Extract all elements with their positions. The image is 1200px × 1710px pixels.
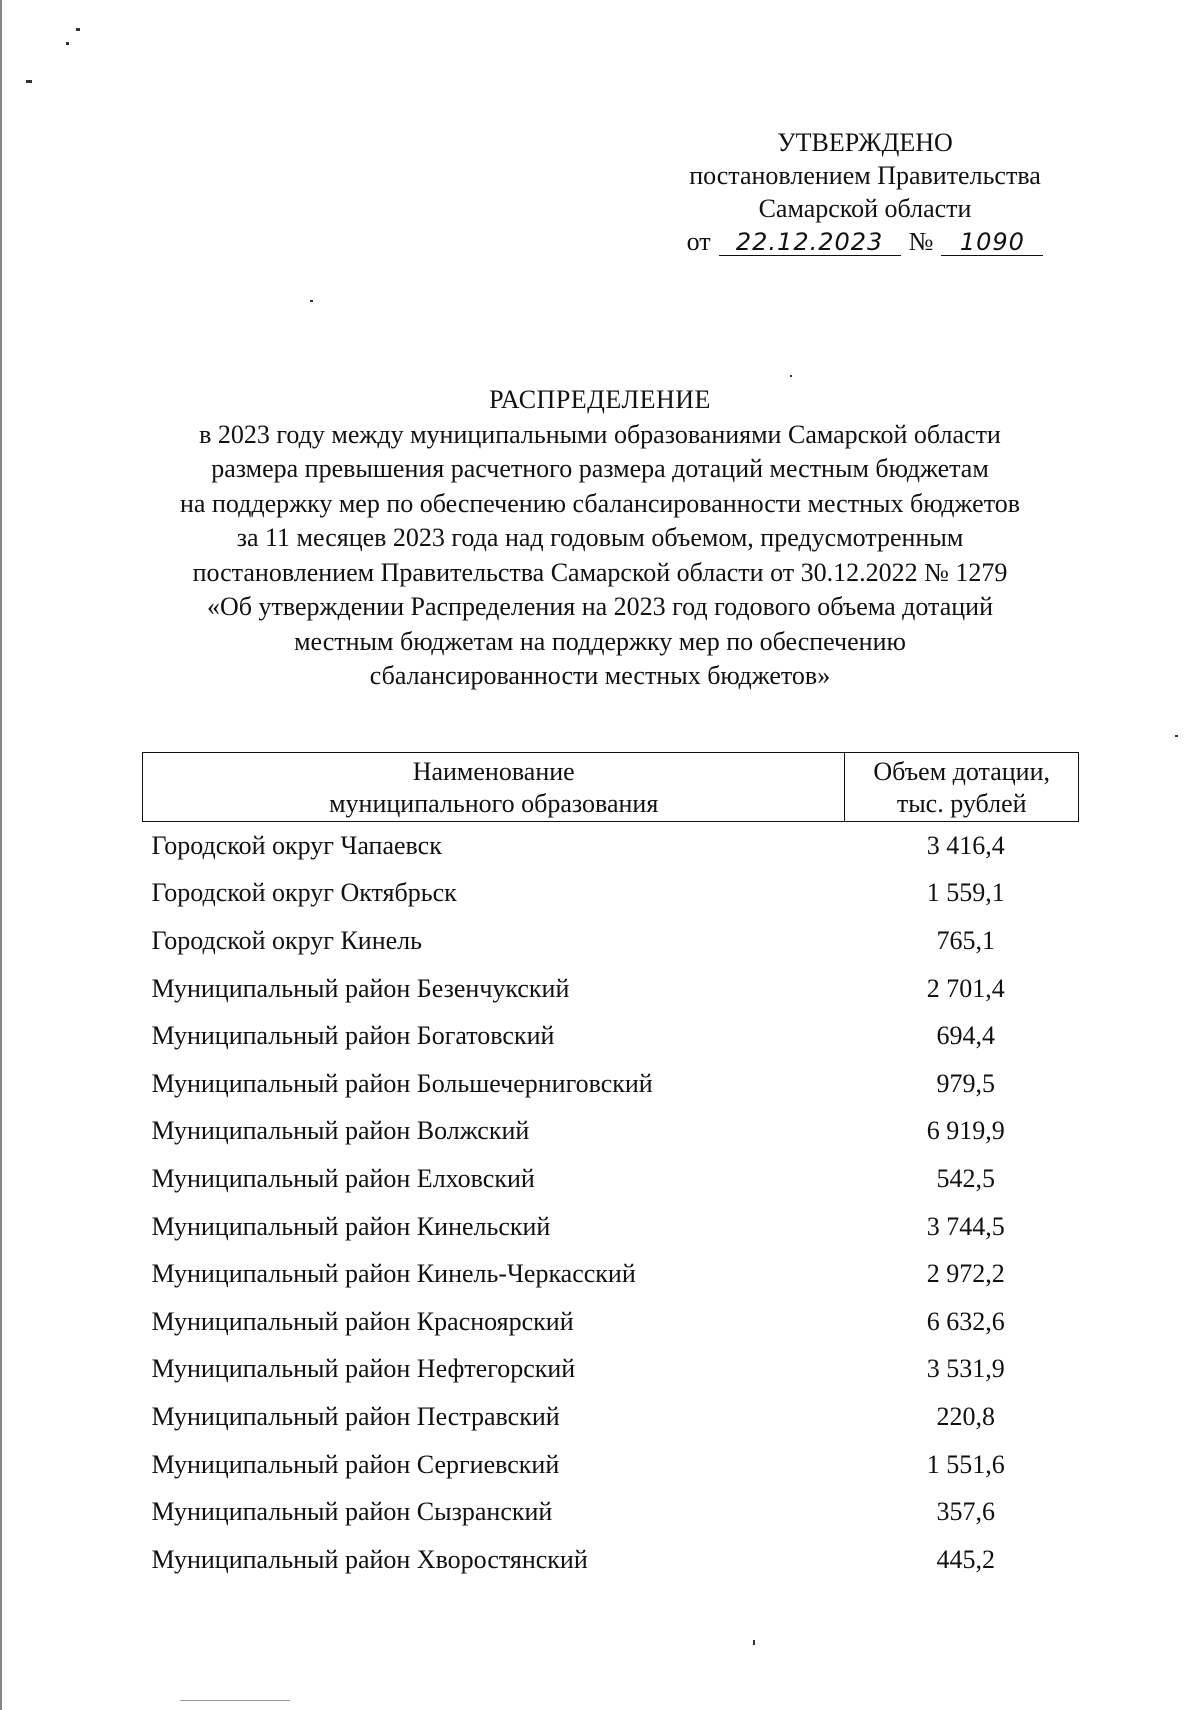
- heading-line: сбалансированности местных бюджетов»: [369, 661, 831, 690]
- subsidy-value: 1 559,1: [926, 878, 1005, 908]
- heading-line: «Об утверждении Распределения на 2023 год годового объема дотаций: [206, 592, 994, 621]
- approval-date-line: [650, 225, 1080, 258]
- header-volume: [845, 753, 1079, 822]
- subsidy-value: 357,6: [936, 1497, 995, 1527]
- subsidy-value: 694,4: [936, 1021, 995, 1051]
- table-row: [143, 1488, 1079, 1536]
- municipality-name: Муниципальный район Безенчукский: [151, 973, 570, 1003]
- municipality-name: Муниципальный район Сергиевский: [151, 1449, 560, 1479]
- document-heading: [130, 383, 1070, 694]
- heading-line: размера превышения расчетного размера дотаций местным бюджетам: [211, 454, 989, 483]
- subsidy-value: 1 551,6: [926, 1449, 1005, 1479]
- subsidy-value: 220,8: [936, 1401, 995, 1431]
- subsidy-value: 3 744,5: [926, 1211, 1005, 1241]
- municipality-name: Муниципальный район Хворостянский: [151, 1544, 588, 1574]
- subsidy-value: 2 972,2: [926, 1259, 1005, 1289]
- scan-edge-line: [0, 0, 2, 1710]
- approval-block: [650, 126, 1080, 258]
- municipality-name: Муниципальный район Сызранский: [151, 1497, 553, 1527]
- date-prefix: от: [686, 227, 711, 256]
- subsidy-value: 979,5: [936, 1068, 995, 1098]
- table-row: [143, 1250, 1079, 1298]
- header-text: Наименование: [412, 757, 575, 786]
- subsidy-value: 3 416,4: [926, 830, 1005, 860]
- municipality-name: Муниципальный район Нефтегорский: [151, 1354, 576, 1384]
- municipality-name: Городской округ Октябрьск: [151, 878, 457, 908]
- scan-speck: [790, 375, 792, 377]
- municipality-name: Муниципальный район Богатовский: [151, 1021, 555, 1051]
- heading-line: в 2023 году между муниципальными образованиями Самарской области: [199, 419, 1001, 449]
- table-row: [143, 965, 1079, 1013]
- municipality-name: Муниципальный район Пестравский: [151, 1401, 560, 1431]
- approval-line: Самарской области: [758, 194, 972, 223]
- table-header-row: [143, 753, 1079, 822]
- table-row: [143, 822, 1079, 870]
- subsidy-value: 765,1: [936, 925, 995, 955]
- municipality-name: Городской округ Чапаевск: [151, 830, 442, 860]
- municipality-name: Муниципальный район Кинельский: [151, 1211, 551, 1241]
- scan-speck: [753, 1640, 755, 1645]
- document-title: РАСПРЕДЕЛЕНИЕ: [489, 385, 711, 414]
- table-row: [143, 1012, 1079, 1060]
- table-row: [143, 1536, 1079, 1584]
- header-text: муниципального образования: [329, 789, 659, 818]
- header-text: Объем дотации,: [873, 757, 1051, 786]
- table-row: [143, 1298, 1079, 1346]
- handwritten-number: 1090: [941, 229, 1043, 256]
- table-row: [143, 1441, 1079, 1489]
- heading-line: на поддержку мер по обеспечению сбалансированности местных бюджетов: [180, 488, 1020, 518]
- municipality-name: Муниципальный район Большечерниговский: [151, 1068, 653, 1098]
- table-row: [143, 1346, 1079, 1394]
- table-row: [143, 1060, 1079, 1108]
- header-text: тыс. рублей: [896, 789, 1027, 818]
- distribution-table: [142, 752, 1079, 1584]
- subsidy-value: 6 919,9: [926, 1116, 1005, 1146]
- heading-line: местным бюджетам на поддержку мер по обеспечению: [294, 626, 906, 656]
- heading-line: за 11 месяцев 2023 года над годовым объемом, предусмотренным: [236, 523, 964, 552]
- municipality-name: Муниципальный район Волжский: [151, 1116, 530, 1146]
- approval-line: постановлением Правительства: [689, 161, 1041, 190]
- subsidy-value: 3 531,9: [926, 1354, 1005, 1384]
- table-row: [143, 1155, 1079, 1203]
- scan-speck: [180, 1700, 290, 1701]
- scan-speck: [26, 80, 32, 83]
- table-row: [143, 870, 1079, 918]
- number-prefix: №: [908, 227, 934, 256]
- subsidy-value: 542,5: [936, 1163, 995, 1193]
- table-row: [143, 1393, 1079, 1441]
- distribution-table-wrap: [142, 752, 1079, 1584]
- table-row: [143, 1108, 1079, 1156]
- municipality-name: Муниципальный район Красноярский: [151, 1306, 574, 1336]
- subsidy-value: 445,2: [936, 1544, 995, 1574]
- approval-title: УТВЕРЖДЕНО: [777, 128, 953, 157]
- handwritten-date: 22.12.2023: [719, 229, 901, 256]
- subsidy-value: 6 632,6: [926, 1306, 1005, 1336]
- header-municipality: [143, 753, 845, 822]
- heading-line: постановлением Правительства Самарской области от 30.12.2022 № 1279: [192, 557, 1008, 587]
- table-row: [143, 1203, 1079, 1251]
- table-row: [143, 917, 1079, 965]
- scan-speck: [1175, 735, 1178, 737]
- scan-speck: [66, 42, 69, 45]
- subsidy-value: 2 701,4: [926, 973, 1005, 1003]
- municipality-name: Муниципальный район Кинель-Черкасский: [151, 1259, 636, 1289]
- scan-speck: [310, 300, 313, 302]
- municipality-name: Городской округ Кинель: [151, 925, 422, 955]
- scan-speck: [76, 28, 80, 31]
- municipality-name: Муниципальный район Елховский: [151, 1163, 535, 1193]
